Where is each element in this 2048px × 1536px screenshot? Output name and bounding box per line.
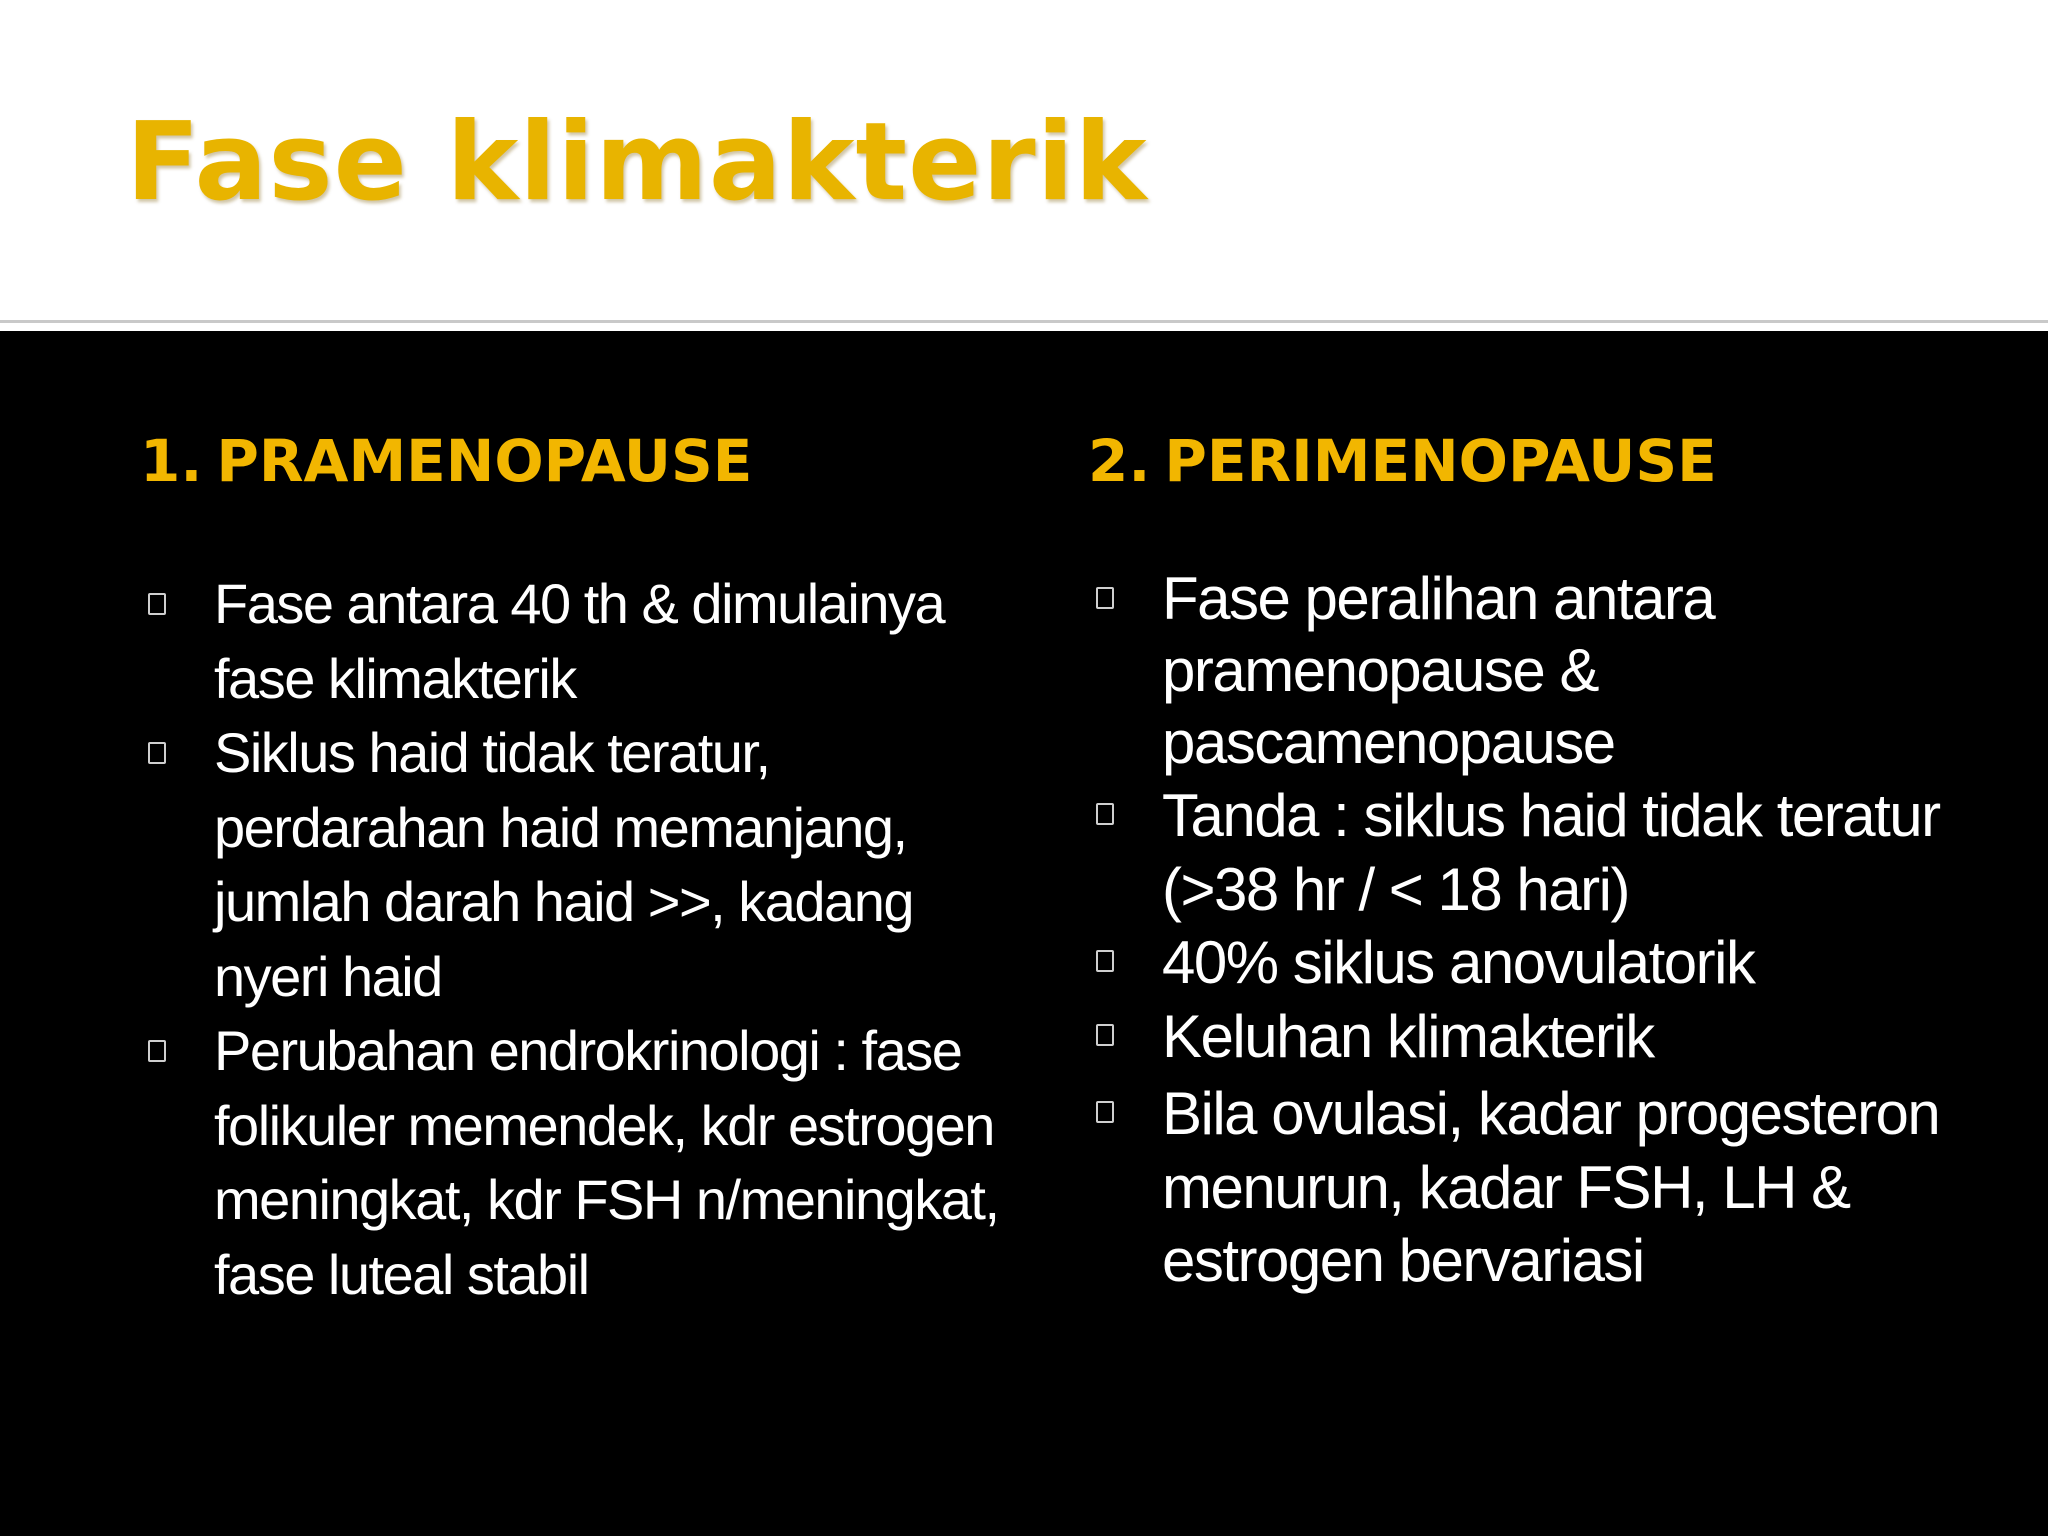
heading-label: PRAMENOPAUSE <box>216 427 753 495</box>
square-bullet-icon <box>148 593 166 615</box>
square-bullet-icon <box>1096 950 1114 972</box>
square-bullet-icon <box>1096 803 1114 825</box>
bullet-list <box>140 567 1014 1312</box>
list-item <box>1088 1000 2002 1074</box>
list-item <box>140 567 1014 716</box>
bullet-text: Fase peralihan antara pramenopause & pascamenopause <box>1162 565 1715 776</box>
square-bullet-icon <box>1096 1101 1114 1123</box>
bullet-text: Perubahan endrokrinologi : fase folikuler memendek, kdr estrogen meningkat, kdr FSH n/meningkat, fase luteal stabil <box>214 1019 999 1306</box>
bullet-text: Keluhan klimakterik <box>1162 1002 1654 1070</box>
list-item <box>140 716 1014 1014</box>
slide-body <box>0 331 2048 1536</box>
bullet-text: Siklus haid tidak teratur, perdarahan haid memanjang, jumlah darah haid >>, kadang nyeri haid <box>214 721 913 1008</box>
slide-header <box>0 0 2048 320</box>
square-bullet-icon <box>148 1040 166 1062</box>
list-item <box>1088 563 2002 779</box>
bullet-text: Bila ovulasi, kadar progesteron menurun, kadar FSH, LH & estrogen bervariasi <box>1162 1080 1940 1294</box>
heading-number: 1. <box>140 427 203 495</box>
column-heading <box>1088 427 1717 497</box>
bullet-text: 40% siklus anovulatorik <box>1162 929 1755 996</box>
heading-number: 2. <box>1088 427 1151 495</box>
bullet-text: Fase antara 40 th & dimulainya fase klimakterik <box>214 572 945 710</box>
square-bullet-icon <box>1096 587 1114 609</box>
list-item <box>1088 1077 2002 1298</box>
bullet-list <box>1088 563 2002 1298</box>
square-bullet-icon <box>1096 1024 1114 1046</box>
list-item <box>1088 926 2002 1000</box>
list-item <box>140 1014 1014 1312</box>
heading-label: PERIMENOPAUSE <box>1164 427 1717 495</box>
header-divider <box>0 320 2048 323</box>
list-item <box>1088 779 2002 926</box>
column-heading <box>140 427 752 497</box>
bullet-text: Tanda : siklus haid tidak teratur (>38 hr / < 18 hari) <box>1162 782 1940 923</box>
slide-title: Fase klimakterik <box>126 100 1148 225</box>
square-bullet-icon <box>148 742 166 764</box>
